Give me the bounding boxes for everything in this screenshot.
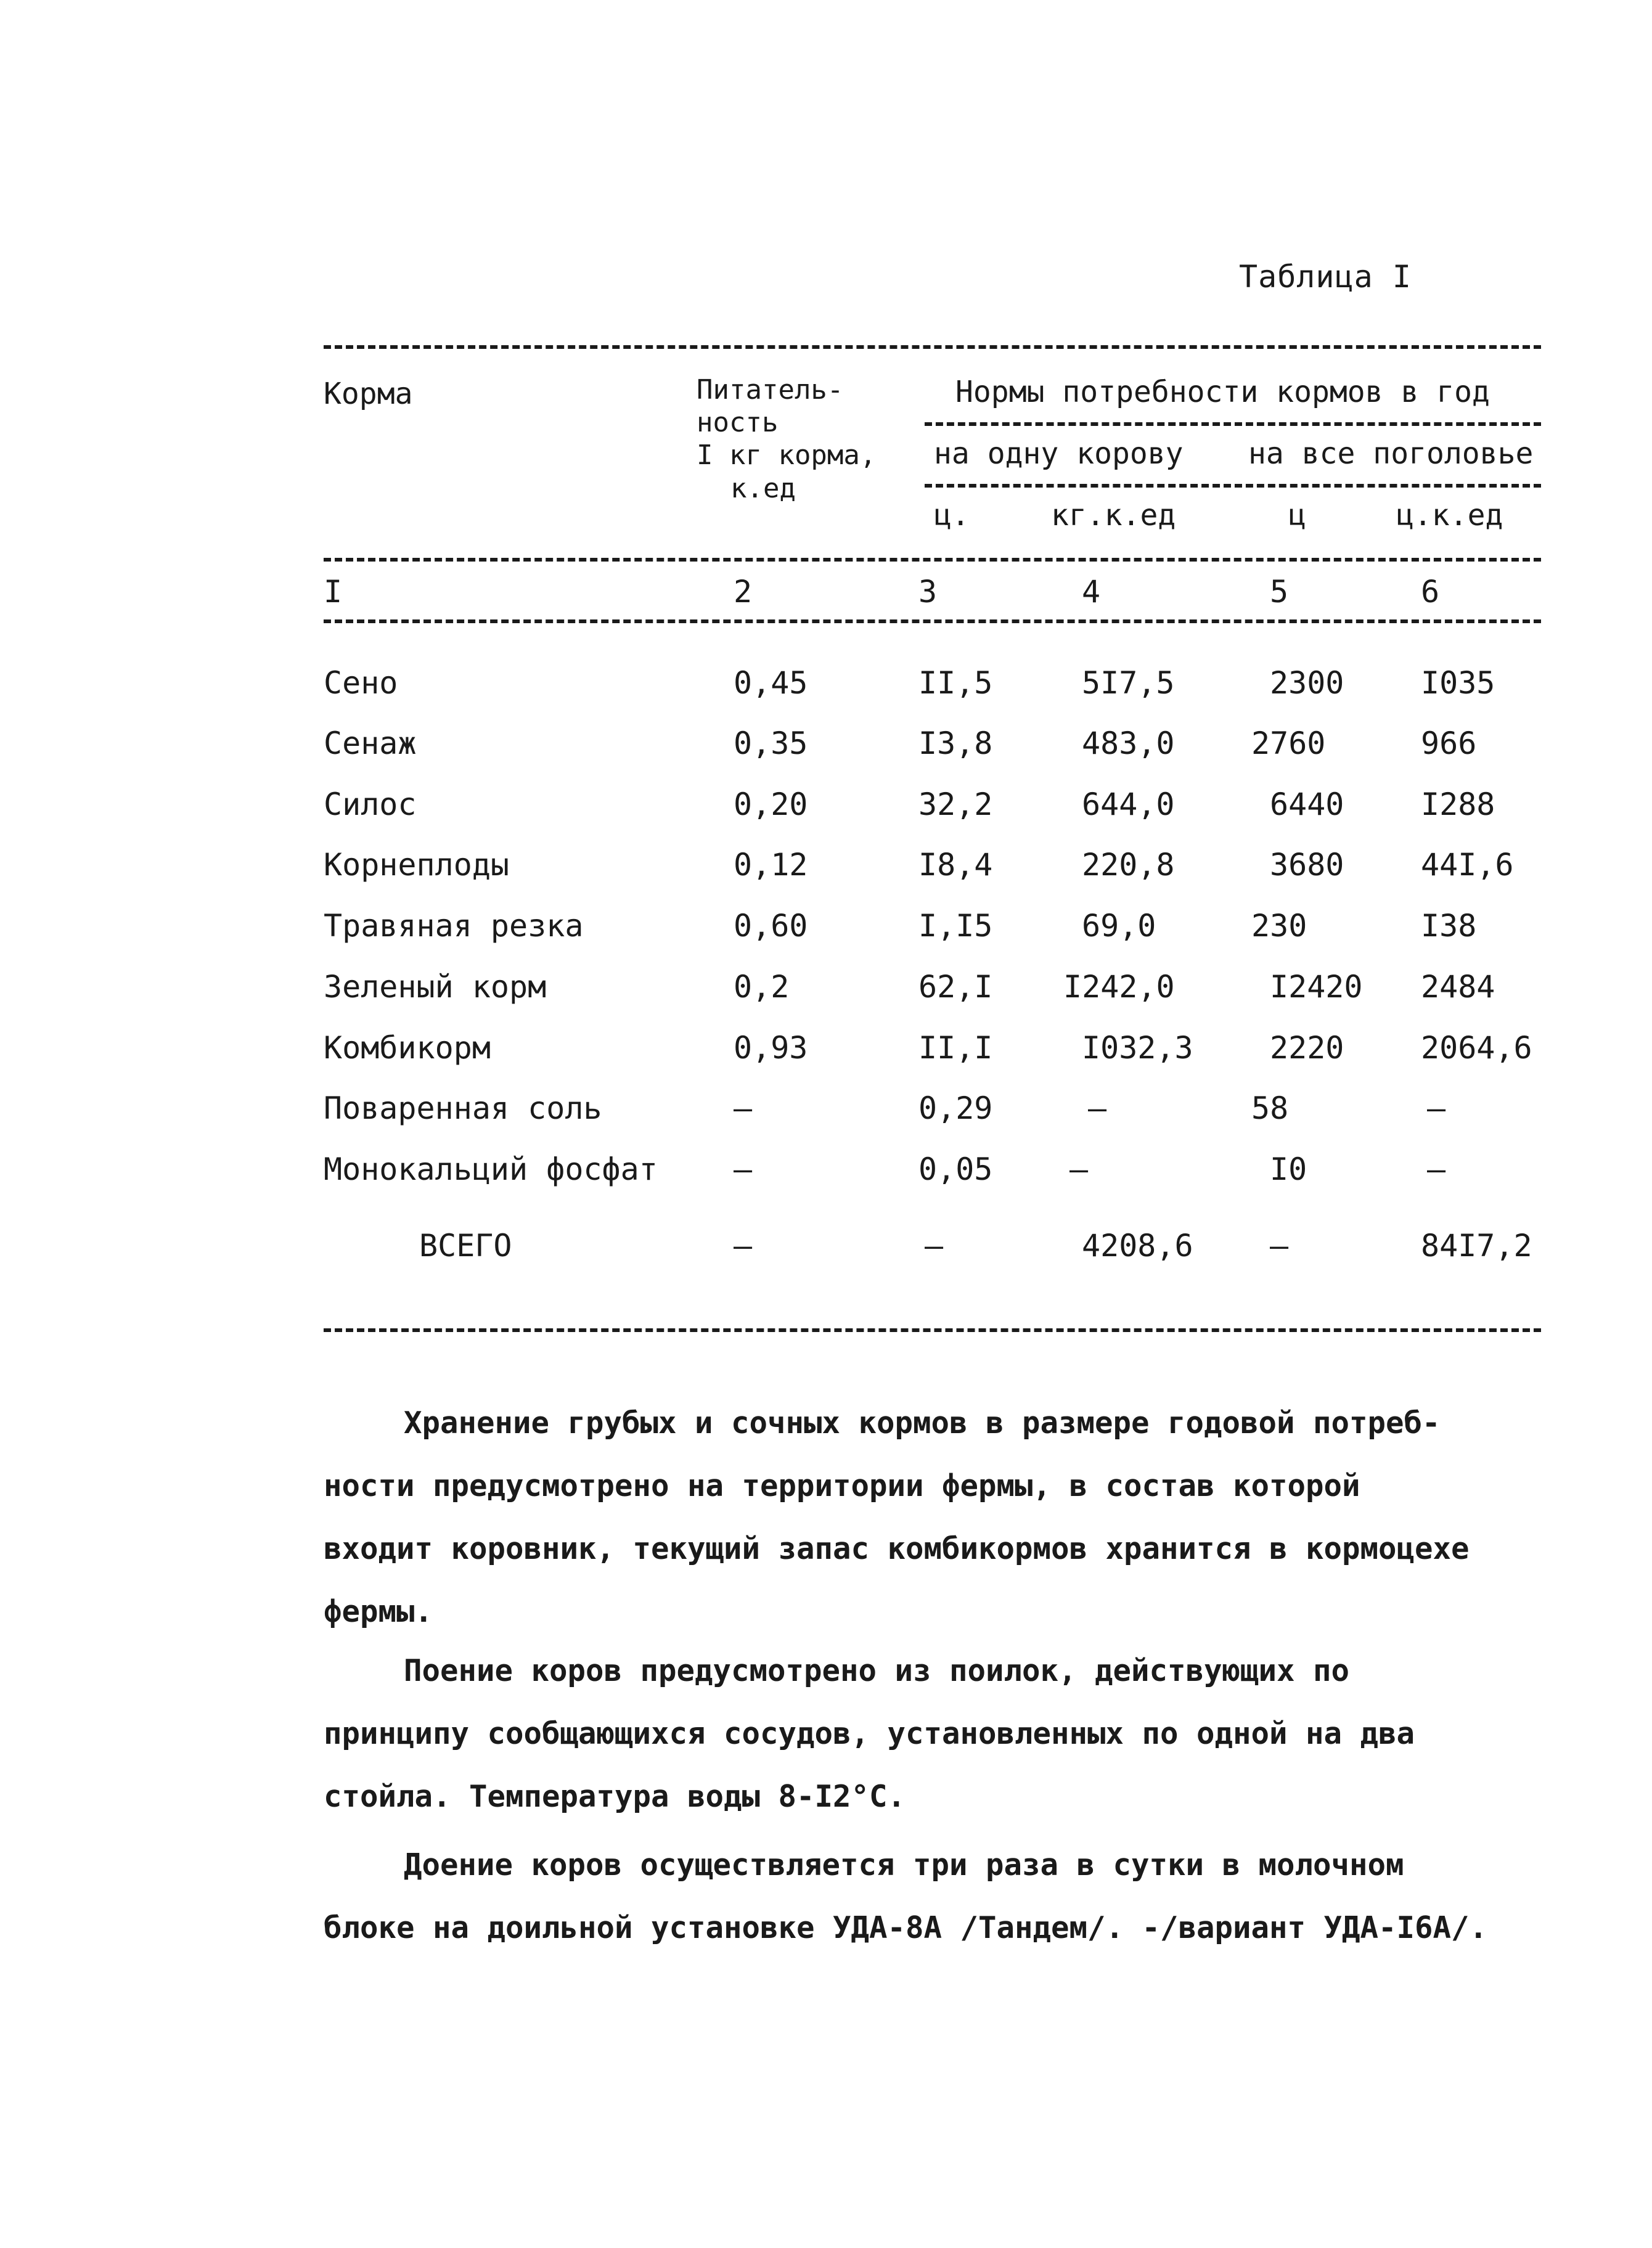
table-total-c-cow: – (925, 1228, 944, 1264)
table-total-c-herd: – (1270, 1228, 1289, 1264)
table-row-nutrition: 0,12 (734, 847, 808, 883)
header-unit-c-ked: ц.к.ед (1396, 498, 1503, 533)
header-nutrition-line2: ность (697, 407, 779, 438)
header-unit-c-herd: ц (1288, 498, 1306, 533)
table-row-name: Комбикорм (324, 1030, 491, 1066)
table-row-kg-ked: 69,0 (1082, 908, 1156, 944)
table-row-c-ked: – (1427, 1151, 1446, 1187)
table-row-nutrition: – (734, 1090, 753, 1126)
colnum-bottom-rule (324, 619, 1541, 623)
table-row-c-cow: 32,2 (918, 787, 993, 822)
table-row-c-herd: 2220 (1270, 1030, 1344, 1066)
table-row-c-herd: 58 (1251, 1090, 1289, 1126)
table-row-c-cow: II,I (918, 1030, 993, 1066)
table-row-c-ked: 2064,6 (1421, 1030, 1532, 1066)
table-row-name: Силос (324, 787, 417, 822)
table-row-nutrition: 0,60 (734, 908, 808, 944)
table-row-c-cow: II,5 (918, 665, 993, 701)
header-feed: Корма (324, 377, 413, 411)
table-row-c-herd: 2760 (1251, 725, 1326, 761)
table-row-c-cow: 0,29 (918, 1090, 993, 1126)
colnum-6: 6 (1421, 574, 1440, 610)
header-one-cow: на одну корову (934, 436, 1184, 471)
table-row-c-ked: I288 (1421, 787, 1495, 822)
table-row-kg-ked: 644,0 (1082, 787, 1175, 822)
table-total-name: ВСЕГО (419, 1228, 512, 1264)
paragraph-watering (324, 1640, 1544, 1828)
table-row-c-cow: 62,I (918, 969, 993, 1005)
table-row-kg-ked: I242,0 (1063, 969, 1175, 1005)
header-unit-kg-ked: кг.к.ед (1051, 498, 1176, 533)
table-row-name: Корнеплоды (324, 847, 510, 883)
paragraph-line: стойла. Температура воды 8-I2°С. (324, 1779, 906, 1814)
paragraph-line: фермы. (324, 1594, 433, 1629)
table-row-c-herd: 6440 (1270, 787, 1344, 822)
header-unit-c-cow: ц. (934, 498, 970, 533)
table-row-name: Зеленый корм (324, 969, 547, 1005)
table-row-nutrition: 0,20 (734, 787, 808, 822)
table-row-nutrition: 0,35 (734, 725, 808, 761)
table-row-c-cow: I3,8 (918, 725, 993, 761)
table-row-name: Монокальций фосфат (324, 1151, 658, 1187)
table-row-nutrition: – (734, 1151, 753, 1187)
header-norms-group: Нормы потребности кормов в год (955, 375, 1490, 409)
paragraph-storage (324, 1392, 1544, 1643)
header-nutrition-line1: Питатель- (697, 374, 844, 406)
paragraph-line: входит коровник, текущий запас комбикормов хранится в кормоцехе (324, 1531, 1470, 1566)
header-nutrition-line3: I кг корма, (697, 439, 877, 471)
colnum-4: 4 (1082, 574, 1101, 610)
table-row-c-herd: 2300 (1270, 665, 1344, 701)
paragraph-line: Доение коров осуществляется три раза в сутки в молочном (404, 1847, 1404, 1882)
paragraph-milking (324, 1834, 1544, 1960)
table-row-c-cow: I,I5 (918, 908, 993, 944)
table-row-nutrition: 0,2 (734, 969, 790, 1005)
paragraph-line: Поение коров предусмотрено из поилок, действующих по (404, 1653, 1350, 1688)
table-row-kg-ked: – (1069, 1151, 1089, 1187)
table-row-c-ked: I035 (1421, 665, 1495, 701)
table-total-nutrition: – (734, 1228, 753, 1264)
table-row-c-cow: 0,05 (918, 1151, 993, 1187)
table-row-kg-ked: – (1088, 1090, 1107, 1126)
table-caption: Таблица I (1239, 259, 1412, 295)
table-row-name: Сено (324, 665, 398, 701)
header-nutrition-line4: к.ед (730, 473, 796, 504)
colnum-3: 3 (918, 574, 938, 610)
table-row-c-ked: – (1427, 1090, 1446, 1126)
table-row-c-herd: I2420 (1270, 969, 1363, 1005)
paragraph-line: Хранение грубых и сочных кормов в размере годовой потреб- (404, 1405, 1441, 1441)
table-row-c-ked: 44I,6 (1421, 847, 1514, 883)
colnum-1: I (324, 574, 343, 610)
table-row-c-herd: I0 (1270, 1151, 1307, 1187)
table-row-c-herd: 3680 (1270, 847, 1344, 883)
table-row-kg-ked: 220,8 (1082, 847, 1175, 883)
table-top-rule (324, 345, 1541, 349)
header-all-herd: на все поголовье (1248, 436, 1534, 471)
table-row-c-cow: I8,4 (918, 847, 993, 883)
table-row-nutrition: 0,45 (734, 665, 808, 701)
table-row-c-ked: 966 (1421, 725, 1477, 761)
table-total-kg-ked: 4208,6 (1082, 1228, 1193, 1264)
paragraph-line: блоке на доильной установке УДА-8А /Тандем/. -/вариант УДА-I6А/. (324, 1910, 1488, 1945)
colnum-5: 5 (1270, 574, 1289, 610)
table-row-name: Травяная резка (324, 908, 584, 944)
table-row-name: Поваренная соль (324, 1090, 602, 1126)
header-sub-rule (925, 484, 1541, 488)
table-row-kg-ked: 483,0 (1082, 725, 1175, 761)
table-total-c-ked: 84I7,2 (1421, 1228, 1532, 1264)
table-row-name: Сенаж (324, 725, 417, 761)
table-row-nutrition: 0,93 (734, 1030, 808, 1066)
table-bottom-rule (324, 1328, 1541, 1332)
header-bottom-rule (324, 558, 1541, 562)
table-row-c-ked: I38 (1421, 908, 1477, 944)
table-row-c-ked: 2484 (1421, 969, 1495, 1005)
paragraph-line: ности предусмотрено на территории фермы, в состав которой (324, 1468, 1360, 1503)
table-row-c-herd: 230 (1251, 908, 1307, 944)
header-group-rule (925, 422, 1541, 426)
colnum-2: 2 (734, 574, 753, 610)
table-row-kg-ked: I032,3 (1082, 1030, 1193, 1066)
paragraph-line: принципу сообщающихся сосудов, установленных по одной на два (324, 1716, 1415, 1751)
table-row-kg-ked: 5I7,5 (1082, 665, 1175, 701)
